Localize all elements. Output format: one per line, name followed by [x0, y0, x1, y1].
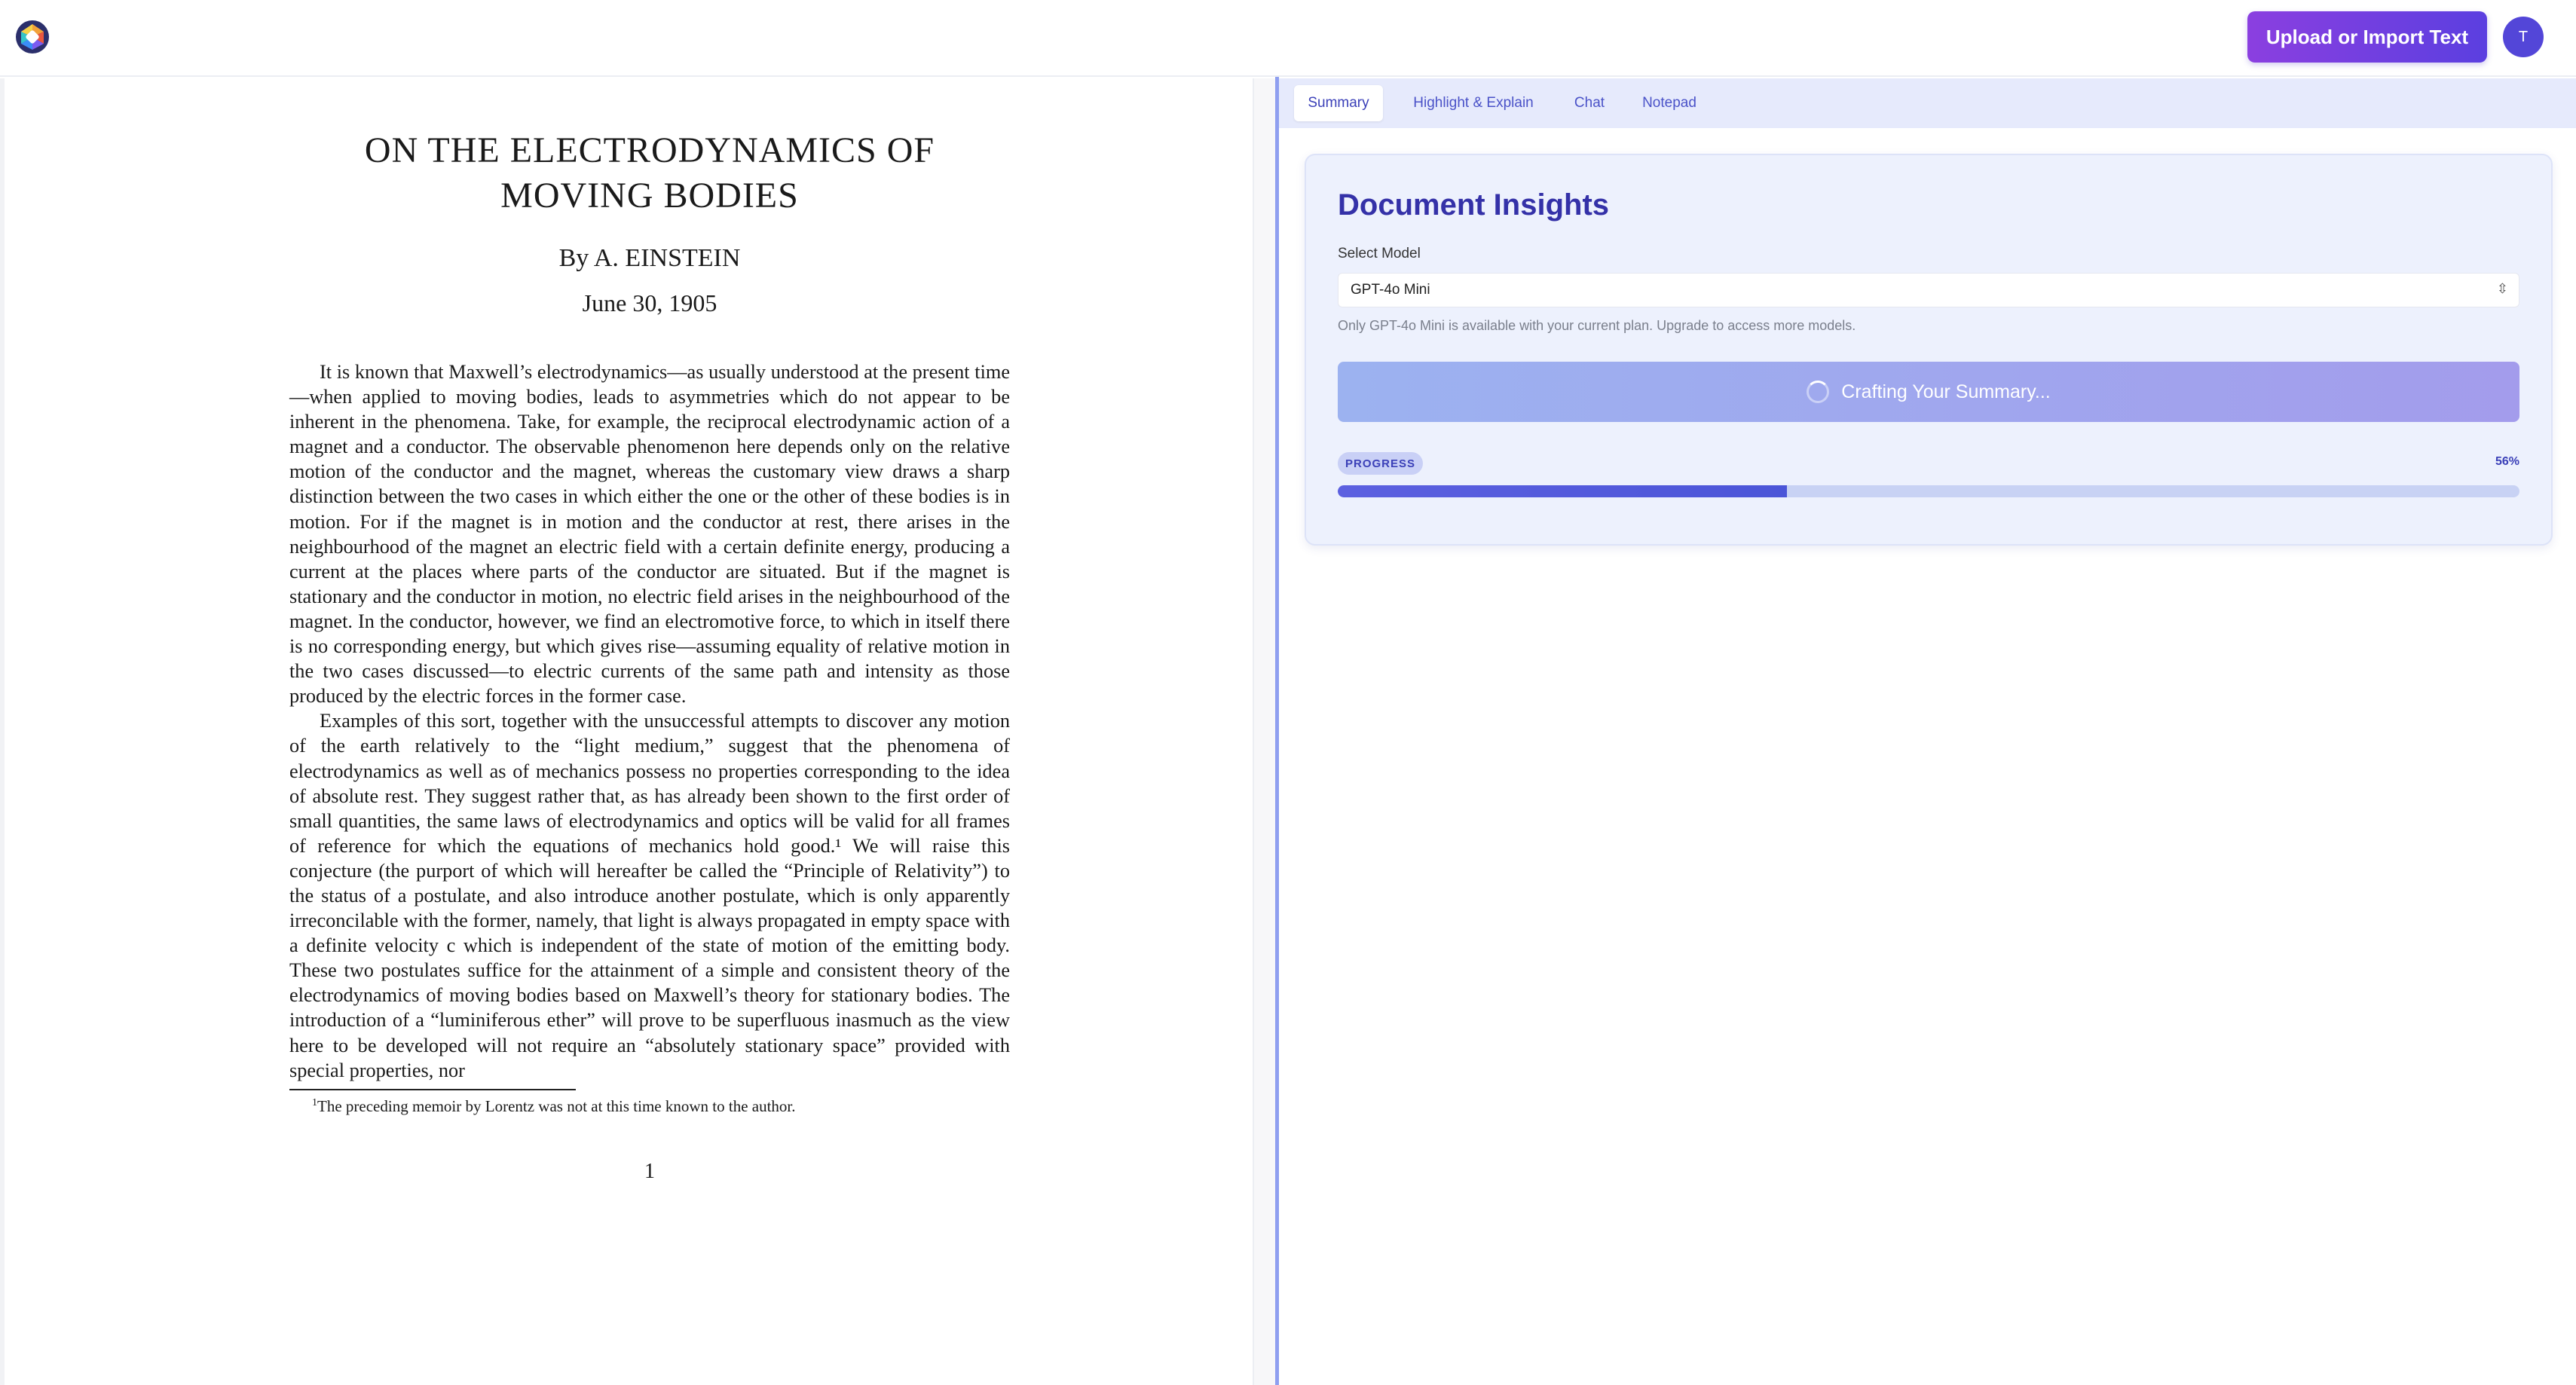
summary-action-label: Crafting Your Summary... — [1841, 381, 2051, 402]
paper-title: ON THE ELECTRODYNAMICS OF MOVING BODIES — [364, 130, 935, 216]
document-insights-card — [1305, 154, 2553, 546]
select-model-label: Select Model — [1338, 246, 1421, 261]
document-page — [289, 128, 1010, 1184]
footnote — [289, 1092, 1010, 1117]
tab-highlight-explain[interactable]: Highlight & Explain — [1413, 95, 1534, 111]
tab-bar — [1279, 78, 2576, 128]
progress-percent: 56% — [2495, 455, 2519, 468]
progress-badge: PROGRESS — [1338, 452, 1423, 475]
plan-note: Only GPT-4o Mini is available with your current plan. Upgrade to access more models. — [1338, 318, 1856, 333]
document-scrollbar[interactable] — [1254, 78, 1277, 1385]
paper-date: June 30, 1905 — [582, 289, 717, 316]
progress-fill — [1338, 485, 1787, 497]
footnote-marker: 1 — [312, 1096, 317, 1108]
paragraph: It is known that Maxwell’s electrodynamics—as usually understood at the present time—when applied to moving bodies, leads to asymmetries which do not appear to be inherent in the phenomena. Take, for example, the reciprocal electrodynamic action of a magnet and a conductor. The observable phenomenon here depends only on the relative motion of the conductor and the magnet, whereas the customary view draws a sharp distinction between the two cases in which either the one or the other of these bodies is in motion. For if the magnet is in motion and the conductor at rest, there arises in the neighbourhood of the magnet an electric field with a certain definite energy, producing a current at the places where parts of the conductor are situated. But if the magnet is stationary and the conductor in motion, no electric field arises in the neighbourhood of the magnet. In the conductor, however, we find an electromotive force, to which in itself there is no corresponding energy, but which gives rise—assuming equality of relative motion in the two cases discussed—to electric currents of the same path and intensity as those produced by the electric forces in the former case. — [289, 361, 1010, 708]
tab-notepad[interactable]: Notepad — [1642, 95, 1696, 111]
footnote-text: The preceding memoir by Lorentz was not at this time known to the author. — [317, 1096, 796, 1115]
page-number: 1 — [644, 1159, 655, 1183]
insights-panel — [1279, 78, 2576, 1385]
loading-spinner-icon — [1807, 381, 1829, 403]
tab-summary[interactable]: Summary — [1294, 85, 1383, 121]
footnote-divider — [289, 1089, 576, 1090]
card-title: Document Insights — [1338, 188, 1610, 222]
paper-author: By A. EINSTEIN — [558, 244, 741, 272]
user-avatar[interactable]: T — [2503, 17, 2544, 57]
app-logo-icon[interactable] — [15, 20, 50, 54]
up-down-chevron-icon: ⇳ — [2496, 281, 2508, 296]
summary-action-button[interactable] — [1338, 362, 2519, 422]
progress-bar — [1338, 485, 2519, 497]
selected-model: GPT-4o Mini — [1351, 282, 1430, 298]
tab-chat[interactable]: Chat — [1574, 95, 1605, 111]
model-select[interactable] — [1338, 273, 2519, 307]
upload-import-button[interactable]: Upload or Import Text — [2247, 11, 2487, 63]
document-viewer[interactable] — [0, 78, 1254, 1385]
paragraph: Examples of this sort, together with the unsuccessful attempts to discover any motion of the earth relatively to the “light medium,” suggest that the phenomena of electrodynamics as well as of mechanics possess no properties corresponding to the idea of absolute rest. They suggest rather that, as has already been shown to the first order of small quantities, the same laws of electrodynamics and optics will be valid for all frames of reference for which the equations of mechanics hold good.¹ We will raise this conjecture (the purport of which will hereafter be called the “Principle of Relativity”) to the status of a postulate, and also introduce another postulate, which is only apparently irreconcilable with the former, namely, that light is always propagated in empty space with a definite velocity c which is independent of the state of motion of the emitting body. These two postulates suffice for the attainment of a simple and consistent theory of the electrodynamics of moving bodies based on Maxwell’s theory for stationary bodies. The introduction of a “luminiferous ether” will prove to be superfluous inasmuch as the view here to be developed will not require an “absolutely stationary space” provided with special properties, nor — [289, 710, 1010, 1081]
paper-body — [289, 359, 1010, 1083]
top-bar — [0, 0, 2576, 77]
